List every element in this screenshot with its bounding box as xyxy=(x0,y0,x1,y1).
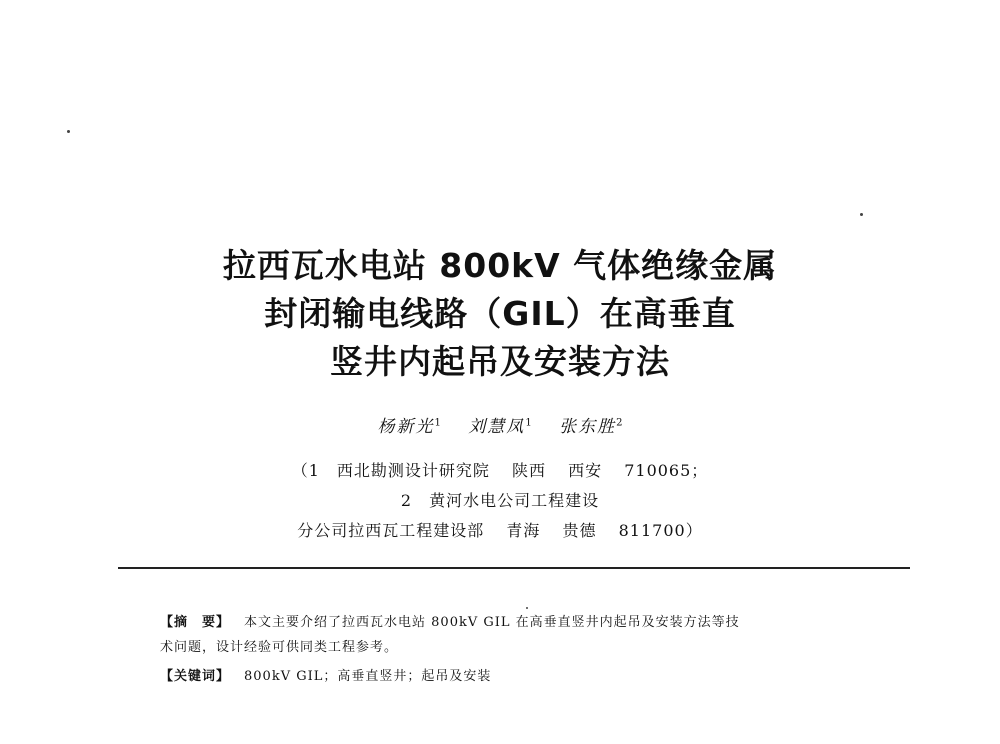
affiliation-line-2: 2 黄河水电公司工程建设 xyxy=(400,491,600,510)
affiliation-city: 贵德 xyxy=(562,521,597,540)
affiliation-institution: 分公司拉西瓦工程建设部 xyxy=(297,521,485,540)
title-line-1: 拉西瓦水电站 800kV 气体绝缘金属 xyxy=(222,246,778,285)
scan-speck xyxy=(67,130,70,133)
affiliation-postcode: 710065； xyxy=(624,461,709,480)
scan-speck xyxy=(860,213,863,216)
affiliation-line-1 xyxy=(0,458,1000,481)
affiliation-line-3 xyxy=(0,518,1000,541)
keywords-text: 800kV GIL；高垂直竖井；起吊及安装 xyxy=(244,669,492,684)
abstract-label: 【摘 要】 xyxy=(160,615,231,630)
abstract-text: 本文主要介绍了拉西瓦水电站 800kV GIL 在高垂直竖井内起吊及安装方法等技 xyxy=(244,615,740,630)
scan-speck xyxy=(526,607,528,609)
affiliation-province: 陕西 xyxy=(511,461,546,480)
author xyxy=(468,417,531,437)
author-name: 刘慧凤 xyxy=(468,417,526,437)
author-name: 张东胜 xyxy=(559,417,617,437)
header-divider xyxy=(118,567,910,569)
author-list xyxy=(0,412,1000,437)
author-affiliation-mark: 2 xyxy=(616,417,623,429)
author-affiliation-mark: 1 xyxy=(434,417,441,429)
title-line-3: 竖井内起吊及安装方法 xyxy=(330,342,670,381)
title-line-2: 封闭输电线路（GIL）在高垂直 xyxy=(264,294,736,333)
author-name: 杨新光 xyxy=(377,417,435,437)
author xyxy=(559,417,622,437)
author-affiliation-mark: 1 xyxy=(525,417,532,429)
affiliation-city: 西安 xyxy=(568,461,603,480)
keywords-label: 【关键词】 xyxy=(160,669,231,684)
abstract-line-2: 术问题，设计经验可供同类工程参考。 xyxy=(160,640,399,655)
affiliation-postcode: 811700） xyxy=(618,521,703,540)
affiliation-institution: （1 西北勘测设计研究院 xyxy=(291,461,490,480)
author xyxy=(378,417,441,437)
abstract-line-1 xyxy=(160,611,870,630)
affiliation-province: 青海 xyxy=(506,521,541,540)
keywords-line xyxy=(160,665,870,684)
